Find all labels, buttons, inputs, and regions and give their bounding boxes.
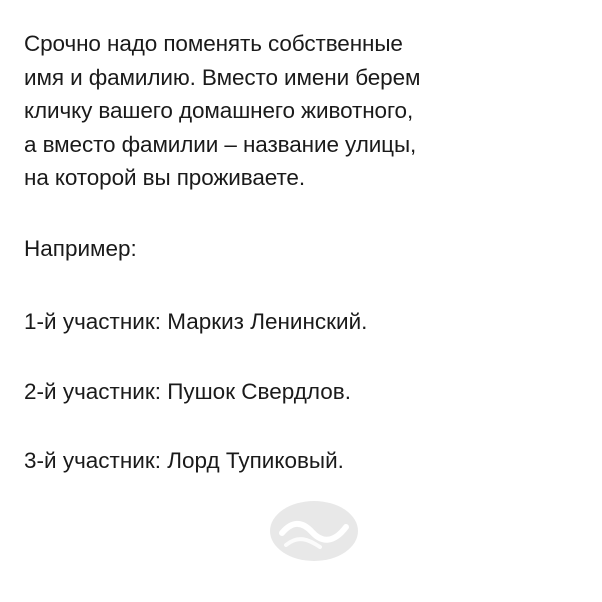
paragraph-line: Срочно надо поменять собственные — [24, 31, 403, 56]
paragraph-line: а вместо фамилии – название улицы, — [24, 131, 417, 157]
example-heading: Например: — [24, 235, 137, 261]
participant-line-2: 2-й участник: Пушок Свердлов. — [24, 378, 351, 404]
instruction-paragraph — [24, 27, 584, 195]
participant-line-1: 1-й участник: Маркиз Ленинский. — [24, 309, 368, 334]
paragraph-line: имя и фамилию. Вместо имени берем — [24, 64, 421, 90]
watermark-logo — [264, 497, 364, 567]
paragraph-line: кличку вашего домашнего животного, — [24, 98, 414, 123]
meme-text-card — [24, 27, 584, 478]
paragraph-line: на которой вы проживаете. — [24, 165, 305, 190]
participant-line-3: 3-й участник: Лорд Тупиковый. — [24, 448, 344, 473]
